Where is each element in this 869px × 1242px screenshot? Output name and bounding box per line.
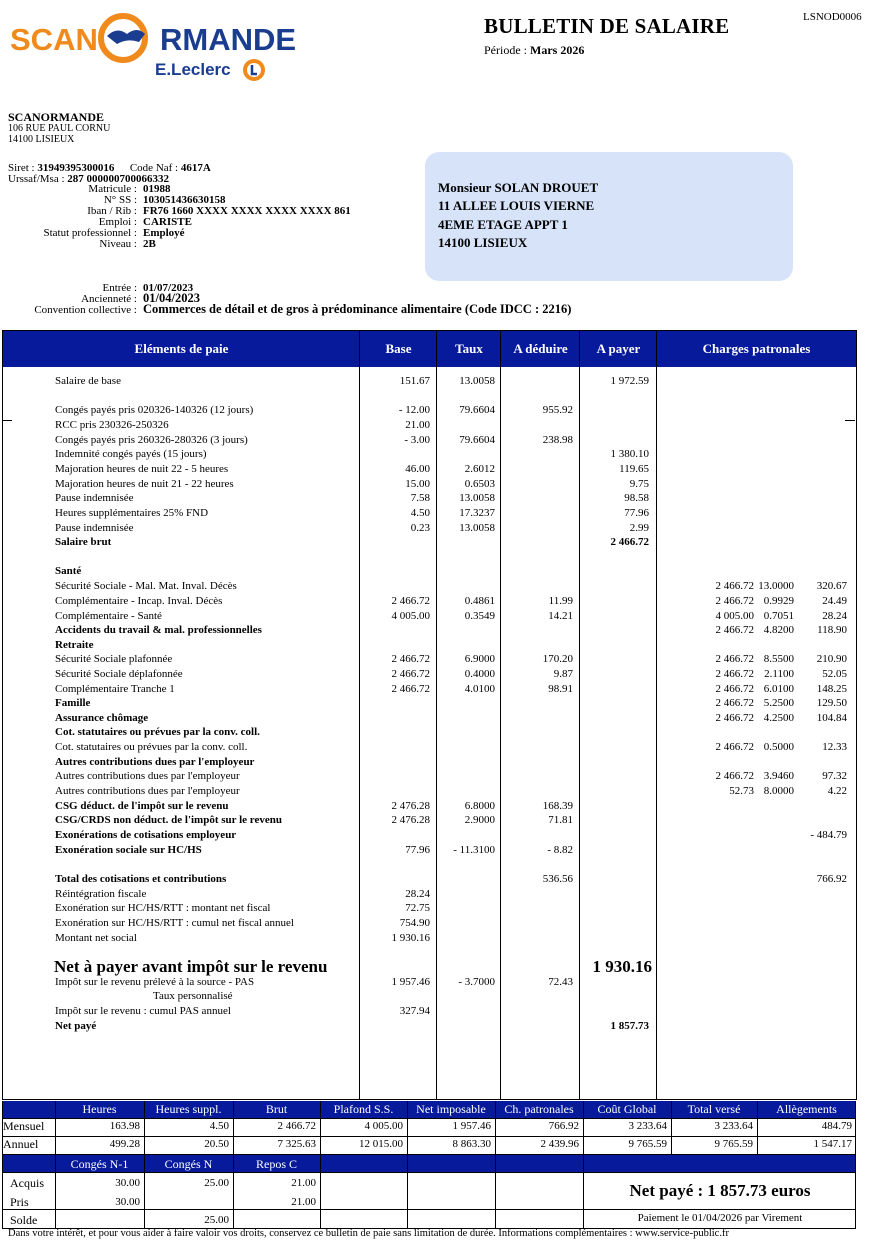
row-base-cell: 2 466.72 [391,668,430,680]
summary-value: 9 765.59 [714,1138,753,1150]
summary-column-divider [757,1101,758,1155]
row-label: CSG déduct. de l'impôt sur le revenu [55,800,229,812]
employee-info-label: Niveau : [99,238,137,250]
row-payer-cell: 2 466.72 [610,536,649,548]
row-label: Sécurité Sociale déplafonnée [55,668,183,680]
row-pb-cell: 2 466.72 [715,668,754,680]
entry-info-value: Commerces de détail et de gros à prédominance alimentaire (Code IDCC : 2216) [143,302,572,316]
row-taux-cell: 79.6604 [459,434,495,446]
row-pm-cell: 52.05 [822,668,847,680]
row-pm-cell: 118.90 [817,624,847,636]
row-label: Famille [55,697,91,709]
address-line-4: 14100 LISIEUX [438,235,528,250]
row-label: RCC pris 230326-250326 [55,419,169,431]
row-base-cell: 72.75 [405,902,430,914]
summary-header: Brut [265,1102,288,1116]
summary-divider [2,1118,856,1119]
row-base-cell: 2 476.28 [391,814,430,826]
row-pt-cell: 8.5500 [763,653,794,665]
row-label: Assurance chômage [55,712,149,724]
page-title: BULLETIN DE SALAIRE [484,14,730,38]
row-payer-cell: 2.99 [629,522,649,534]
employee-info-label: N° SS : [103,194,137,206]
row-pt-cell: 0.5000 [763,741,794,753]
summary-value: 12 015.00 [359,1138,403,1150]
row-base-cell: 754.90 [399,917,430,929]
net-before-tax-label: Net à payer avant impôt sur le revenu [54,957,328,976]
column-divider [579,331,580,1099]
net-paid-value: 1 857.73 [610,1020,649,1032]
row-base-cell: 151.67 [399,375,430,387]
row-base-cell: 0.23 [410,522,430,534]
row-base-cell: 28.24 [405,888,430,900]
row-base-cell: 4.50 [410,507,430,519]
logo-subtext: E.Leclerc [155,60,231,79]
row-deduire-cell: 170.20 [542,653,573,665]
row-payer-cell: 1 972.59 [610,375,649,387]
entry-info-value: 01/04/2023 [143,291,200,305]
table-header [3,331,856,367]
row-pm-cell: 148.25 [816,683,847,695]
row-base-cell: 2 466.72 [391,683,430,695]
summary-value: 20.50 [204,1138,229,1150]
summary-value: 163.98 [109,1120,140,1132]
summary-value: 766.92 [548,1120,579,1132]
row-pt-cell: 0.7051 [763,610,794,622]
leave-column-divider [495,1155,496,1228]
row-base-cell: 2 476.28 [391,800,430,812]
row-pb-cell: 2 466.72 [715,770,754,782]
row-pb-cell: 4 005.00 [715,610,754,622]
row-payer-cell: 77.96 [624,507,649,519]
row-label: Exonération sociale sur HC/HS [55,844,202,856]
row-taux-cell: 6.9000 [464,653,495,665]
row-label: Majoration heures de nuit 21 - 22 heures [55,478,234,490]
row-payer-cell: 98.58 [624,492,649,504]
summary-column-divider [320,1101,321,1155]
employer-name: SCANORMANDE [8,110,104,124]
employee-info-label: Emploi : [98,216,137,228]
summary-column-divider [55,1101,56,1155]
row-deduire-cell: 98.91 [548,683,573,695]
row-base-cell: 77.96 [405,844,430,856]
row-payer-cell: 9.75 [629,478,649,490]
summary-value: 2 466.72 [277,1120,316,1132]
row-label: Autres contributions dues par l'employeur [55,785,240,797]
summary-header: Coût Global [597,1102,657,1116]
employee-info-value: Employé [143,227,185,239]
row-payer-cell: 119.65 [619,463,649,475]
row-label: Salaire de base [55,375,121,387]
tax-row-label: Taux personnalisé [153,990,233,1002]
summary-value: 3 233.64 [714,1120,753,1132]
row-label: Exonération sur HC/HS/RTT : cumul net fiscal annuel [55,917,294,929]
row-base-cell: 2 466.72 [391,653,430,665]
summary-header: Plafond S.S. [333,1102,394,1116]
summary-value: 1 957.46 [452,1120,491,1132]
row-label: Congés payés pris 020326-140326 (12 jours) [55,404,254,416]
fold-mark [845,420,855,421]
employee-info-label: Matricule : [88,183,137,195]
row-taux-cell: 13.0058 [459,522,495,534]
tax-row-base-cell: 327.94 [399,1005,430,1017]
row-label: Sécurité Sociale plafonnée [55,653,173,665]
siret-label: Siret : [8,162,35,174]
row-taux-cell: 2.6012 [464,463,495,475]
leave-row-label: Acquis [10,1176,44,1190]
company-logo [10,12,297,84]
address-line-1: Monsieur SOLAN DROUET [438,180,599,195]
employee-info-value: 103051436630158 [143,194,226,206]
summary-value: 3 233.64 [628,1120,667,1132]
summary-header: Net imposable [416,1102,486,1116]
employee-info-value: 2B [143,238,156,250]
row-base-cell: 46.00 [405,463,430,475]
row-pb-cell: 2 466.72 [715,741,754,753]
urssaf-value: 287 000000700066332 [67,173,170,185]
header-base: Base [385,341,412,356]
row-pm-cell: 104.84 [816,712,847,724]
employer-city: 14100 LISIEUX [8,134,75,145]
summary-header: Total versé [687,1102,741,1116]
leave-column-divider [233,1155,234,1228]
row-base-cell: - 12.00 [398,404,430,416]
row-label: Total des cotisations et contributions [55,873,227,885]
row-pm-cell: 12.33 [822,741,847,753]
tax-row-base-cell: 1 957.46 [391,976,430,988]
employee-info-value: CARISTE [143,216,192,228]
row-label: Autres contributions dues par l'employeur [55,770,240,782]
row-label: Complémentaire - Santé [55,610,162,622]
leave-value: 21.00 [291,1177,316,1189]
row-pb-cell: 2 466.72 [715,595,754,607]
row-pb-cell: 2 466.72 [715,624,754,636]
period [484,43,584,58]
leave-value: 25.00 [204,1214,229,1226]
summary-value: 484.79 [821,1120,852,1132]
summary-column-divider [407,1101,408,1155]
address-box [425,152,793,281]
summary-row-label: Annuel [3,1137,39,1151]
row-deduire-cell: 168.39 [542,800,573,812]
row-pb-cell: 2 466.72 [715,712,754,724]
summary-value: 7 325.63 [277,1138,316,1150]
summary-value: 1 547.17 [813,1138,852,1150]
row-label: Congés payés pris 260326-280326 (3 jours) [55,434,248,446]
row-taux-cell: - 11.3100 [453,844,495,856]
row-pm-cell: 129.50 [816,697,847,709]
employee-info-label: Statut professionnel : [43,227,137,239]
summary-value: 2 439.96 [540,1138,579,1150]
row-taux-cell: 6.8000 [464,800,495,812]
naf-value: 4617A [180,162,211,174]
header-elements: Eléments de paie [134,341,229,356]
row-pb-cell: 2 466.72 [715,697,754,709]
tax-row-taux-cell: - 3.7000 [458,976,495,988]
summary-column-divider [2,1101,3,1155]
row-pt-cell: 3.9460 [763,770,794,782]
naf-label: Code Naf : [129,162,179,174]
row-label: Réintégration fiscale [55,888,147,900]
row-label: Exonérations de cotisations employeur [55,829,237,841]
urssaf-label: Urssaf/Msa : [8,173,65,185]
row-base-cell: 15.00 [405,478,430,490]
address-line-3: 4EME ETAGE APPT 1 [438,217,568,232]
row-pm-cell: 4.22 [827,785,847,797]
row-deduire-cell: 238.98 [542,434,573,446]
employer-street: 106 RUE PAUL CORNU [8,123,111,134]
row-label: Cot. statutaires ou prévues par la conv. coll. [55,741,248,753]
row-label: Majoration heures de nuit 22 - 5 heures [55,463,229,475]
summary-value: 9 765.59 [628,1138,667,1150]
row-label: Salaire brut [55,536,112,548]
row-deduire-cell: 71.81 [548,814,573,826]
summary-header: Heures suppl. [155,1102,222,1116]
footer-note: Dans votre intérêt, et pour vous aider à faire valoir vos droits, conservez ce bulletin de paie sans limitation de durée. Informations complémentaires : www.service-public.fr [8,1228,729,1239]
row-label: CSG/CRDS non déduct. de l'impôt sur le revenu [55,814,282,826]
entry-info-label: Ancienneté : [81,293,137,305]
row-label: Heures supplémentaires 25% FND [55,507,209,519]
leave-column-divider [55,1155,56,1228]
row-taux-cell: 0.3549 [464,610,495,622]
row-base-cell: 2 466.72 [391,595,430,607]
summary-value: 499.28 [109,1138,140,1150]
row-taux-cell: 0.4000 [464,668,495,680]
tax-row-label: Impôt sur le revenu prélevé à la source - PAS [55,976,255,988]
row-pm-cell: 97.32 [822,770,847,782]
row-taux-cell: 79.6604 [459,404,495,416]
period-value: Mars 2026 [530,43,585,57]
row-pm-cell: 28.24 [822,610,847,622]
row-pm-cell: 24.49 [822,595,847,607]
row-deduire-cell: 11.99 [548,595,573,607]
header-charges-patronales: Charges patronales [702,341,811,356]
leave-column-divider [320,1155,321,1228]
leave-column-divider [144,1155,145,1228]
header-a-payer: A payer [596,341,641,356]
row-pb-cell: 52.73 [729,785,754,797]
row-base-cell: 4 005.00 [391,610,430,622]
summary-row-label: Mensuel [3,1119,45,1133]
summary-column-divider [671,1101,672,1155]
tax-row-label: Impôt sur le revenu : cumul PAS annuel [55,1005,231,1017]
leave-header: Congés N-1 [70,1157,129,1171]
net-paid-total: Net payé : 1 857.73 euros [629,1181,811,1200]
row-label: Sécurité Sociale - Mal. Mat. Inval. Décès [55,580,237,592]
row-deduire-cell: 955.92 [542,404,573,416]
row-pm-cell: - 484.79 [810,829,847,841]
leave-value: 21.00 [291,1196,316,1208]
document-code: LSNOD0006 [803,11,862,23]
row-pt-cell: 4.2500 [763,712,794,724]
leave-row-label: Solde [10,1213,38,1227]
summary-column-divider [144,1101,145,1155]
row-pt-cell: 8.0000 [763,785,794,797]
employee-info-value: 01988 [143,183,171,195]
row-label: Pause indemnisée [55,492,134,504]
row-pm-cell: 320.67 [816,580,847,592]
row-label: Pause indemnisée [55,522,134,534]
row-label: Indemnité congés payés (15 jours) [55,448,207,460]
row-label: Complémentaire - Incap. Inval. Décès [55,595,223,607]
net-before-tax-value: 1 930.16 [592,957,652,976]
row-base-cell: 21.00 [405,419,430,431]
leave-value: 30.00 [115,1177,140,1189]
summary-value: 4.50 [209,1120,229,1132]
row-label: Santé [55,565,82,577]
leave-column-divider [2,1155,3,1228]
summary-column-divider [233,1101,234,1155]
row-label: Retraite [55,639,94,651]
summary-header: Heures [82,1102,117,1116]
row-taux-cell: 0.4861 [464,595,495,607]
logo-text-left: SCAN [10,22,98,57]
row-pt-cell: 13.0000 [758,580,794,592]
row-pt-cell: 6.0100 [763,683,794,695]
entry-info-label: Entrée : [102,282,137,294]
header-taux: Taux [455,341,483,356]
summary-divider [2,1136,856,1137]
siret-value: 31949395300016 [37,162,115,174]
row-pt-cell: 0.9929 [763,595,794,607]
row-taux-cell: 2.9000 [464,814,495,826]
net-paid-label: Net payé [55,1020,97,1032]
employee-info-label: Iban / Rib : [87,205,137,217]
row-label: Accidents du travail & mal. professionnelles [55,624,262,636]
row-deduire-cell: 14.21 [548,610,573,622]
row-pb-cell: 2 466.72 [715,653,754,665]
employee-info-value: FR76 1660 XXXX XXXX XXXX XXXX 861 [143,205,351,217]
row-taux-cell: 4.0100 [464,683,495,695]
row-label: Montant net social [55,932,137,944]
payment-note: Paiement le 01/04/2026 par Virement [637,1212,803,1224]
row-base-cell: 7.58 [410,492,430,504]
row-pb-cell: 2 466.72 [715,683,754,695]
row-pm-cell: 210.90 [816,653,847,665]
leave-header: Congés N [164,1157,213,1171]
row-pb-cell: 2 466.72 [715,580,754,592]
leave-value: 25.00 [204,1177,229,1189]
row-taux-cell: 0.6503 [464,478,495,490]
row-deduire-cell: 536.56 [542,873,573,885]
row-taux-cell: 17.3237 [459,507,495,519]
logo-emblem-icon [93,12,161,64]
tax-row-deduire-cell: 72.43 [548,976,573,988]
leclerc-logo-icon [242,58,266,82]
row-label: Complémentaire Tranche 1 [55,683,175,695]
address-line-2: 11 ALLEE LOUIS VIERNE [438,198,595,213]
row-pt-cell: 4.8200 [763,624,794,636]
logo-text-right: RMANDE [160,22,297,57]
leave-header: Repos C [255,1157,297,1171]
leave-divider [2,1172,856,1173]
leave-divider [2,1209,856,1210]
row-pt-cell: 2.1100 [764,668,794,680]
period-label: Période : [484,43,527,57]
leave-column-divider [407,1155,408,1228]
fold-mark [2,420,12,421]
row-label: Autres contributions dues par l'employeur [55,756,255,768]
summary-value: 4 005.00 [364,1120,403,1132]
summary-column-divider [583,1101,584,1155]
summary-value: 8 863.30 [452,1138,491,1150]
row-taux-cell: 13.0058 [459,375,495,387]
row-pm-cell: 766.92 [816,873,847,885]
entry-info-label: Convention collective : [34,304,137,316]
summary-header: Allègements [776,1102,837,1116]
row-payer-cell: 1 380.10 [610,448,649,460]
leave-row-label: Pris [10,1195,29,1209]
entry-info-value: 01/07/2023 [143,282,194,294]
row-label: Exonération sur HC/HS/RTT : montant net fiscal [55,902,271,914]
row-taux-cell: 13.0058 [459,492,495,504]
row-pt-cell: 5.2500 [763,697,794,709]
row-deduire-cell: 9.87 [553,668,573,680]
row-base-cell: - 3.00 [404,434,430,446]
leave-value: 30.00 [115,1196,140,1208]
row-deduire-cell: - 8.82 [547,844,573,856]
row-label: Cot. statutaires ou prévues par la conv. coll. [55,726,260,738]
summary-header: Ch. patronales [504,1102,574,1116]
summary-column-divider [495,1101,496,1155]
summary-column-divider [855,1101,856,1155]
row-base-cell: 1 930.16 [391,932,430,944]
header-a-deduire: A déduire [513,341,568,356]
